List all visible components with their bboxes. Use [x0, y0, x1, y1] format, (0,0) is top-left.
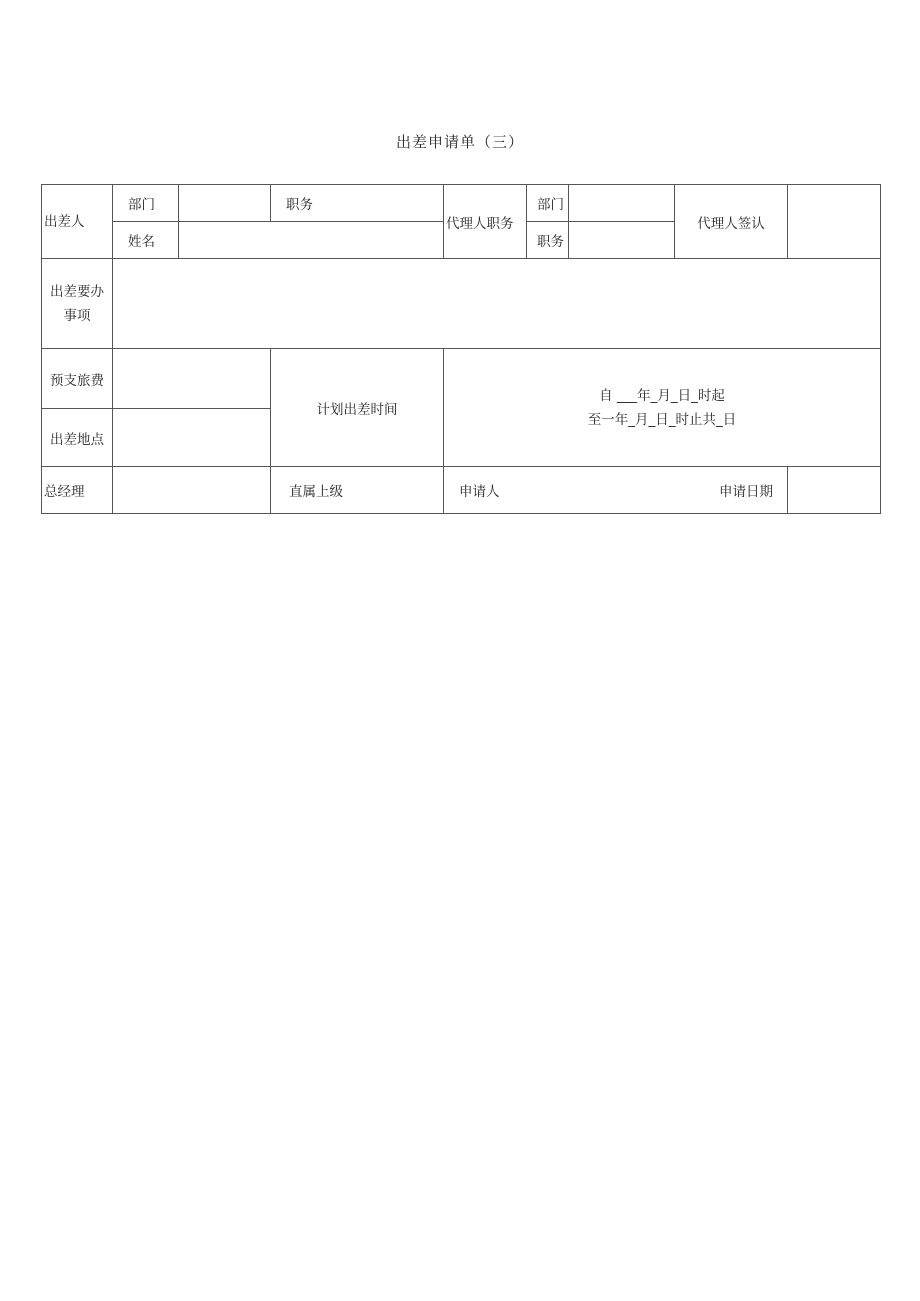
applicant-field[interactable] [444, 467, 788, 514]
period-to-line: 至一年_月_日_时止共_日 [587, 411, 737, 428]
apply-date-field[interactable] [788, 467, 881, 514]
agent-position-label: 代理人职务 [444, 185, 527, 259]
traveler-department-field[interactable] [179, 185, 271, 222]
agent-signature-field[interactable] [788, 185, 881, 259]
period-from-line: 自 ___年_月_日_时起 [599, 387, 725, 404]
business-matters-label: 出差要办事项 [42, 259, 113, 349]
supervisor-field[interactable] [271, 467, 444, 514]
supervisor-label: 直属上级 [289, 484, 343, 500]
agent-position2-label: 职务 [527, 222, 569, 259]
traveler-name-field[interactable] [179, 222, 444, 259]
applicant-label: 申请人 [459, 484, 500, 500]
traveler-name-label: 姓名 [113, 222, 179, 259]
general-manager-label: 总经理 [42, 467, 113, 514]
business-matters-field[interactable] [113, 259, 881, 349]
traveler-position-field[interactable] [271, 185, 444, 222]
general-manager-field[interactable] [113, 467, 271, 514]
agent-department-field[interactable] [569, 185, 675, 222]
traveler-position-label: 职务 [286, 197, 313, 213]
apply-date-label: 申请日期 [719, 484, 773, 500]
planned-time-label: 计划出差时间 [271, 349, 444, 467]
destination-label: 出差地点 [42, 409, 113, 467]
page-title: 出差申请单（三） [395, 133, 524, 151]
advance-expense-label: 预支旅费 [42, 349, 113, 409]
agent-signature-label: 代理人签认 [675, 185, 788, 259]
advance-expense-field[interactable] [113, 349, 271, 409]
planned-period-field[interactable] [444, 349, 881, 467]
destination-field[interactable] [113, 409, 271, 467]
agent-position-field[interactable] [569, 222, 675, 259]
traveler-department-label: 部门 [113, 185, 179, 222]
agent-department-label: 部门 [527, 185, 569, 222]
traveler-label: 出差人 [42, 185, 113, 259]
travel-application-form [41, 184, 881, 514]
